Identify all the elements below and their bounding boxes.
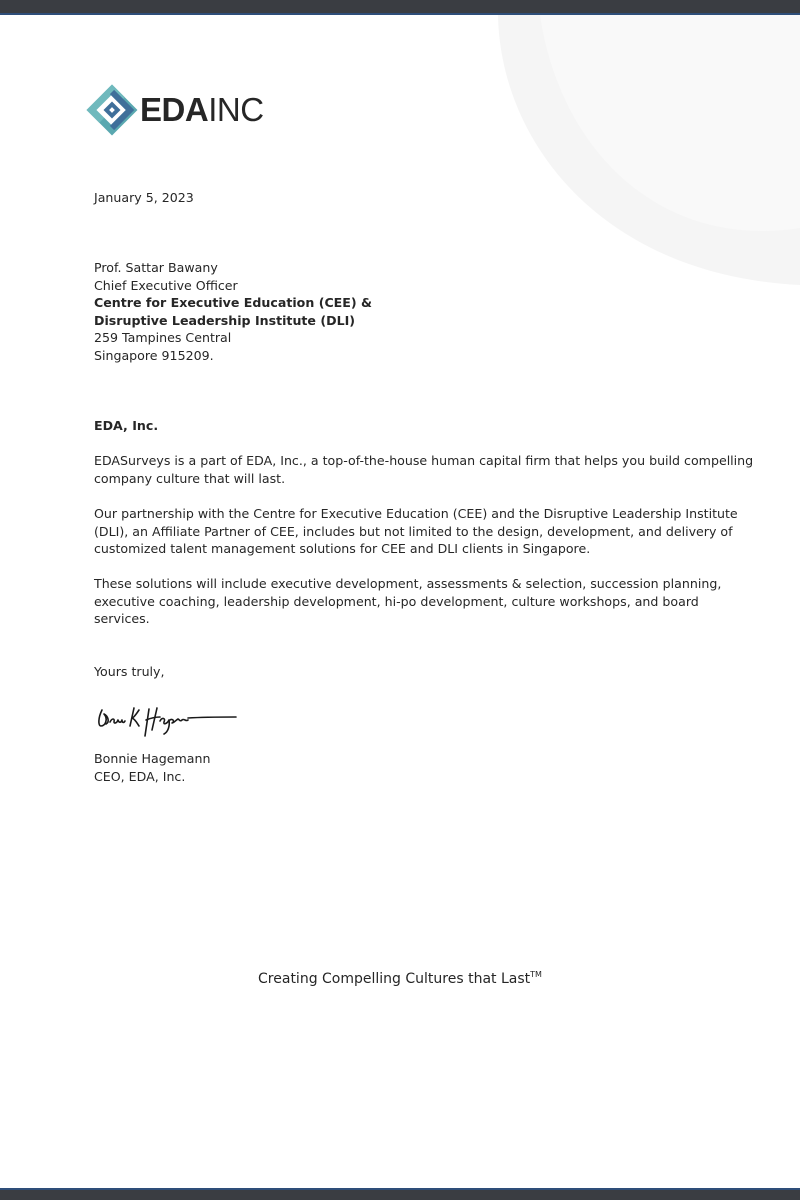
paragraph-3-line-1: These solutions will include executive development, assessments & selection, succession planning, xyxy=(94,576,722,591)
footer-tagline-text: Creating Compelling Cultures that Last xyxy=(258,971,531,987)
signature-image xyxy=(94,700,244,746)
recipient-org-line2: Disruptive Leadership Institute (DLI) xyxy=(94,312,356,328)
letter-date: January 5, 2023 xyxy=(94,190,194,205)
recipient-name: Prof. Sattar Bawany xyxy=(94,260,218,275)
recipient-org-line1: Centre for Executive Education (CEE) & xyxy=(94,295,373,310)
footer-tagline xyxy=(0,970,800,987)
paragraph-2-line-3: customized talent management solutions for CEE and DLI clients in Singapore. xyxy=(94,541,591,556)
letter-closing: Yours truly, xyxy=(94,664,165,679)
paragraph-2-line-2: (DLI), an Affiliate Partner of CEE, includes but not limited to the design, development, and delivery of xyxy=(94,523,733,539)
signer-name: Bonnie Hagemann xyxy=(94,751,211,766)
trademark-symbol: TM xyxy=(530,970,542,979)
eda-logo xyxy=(86,84,276,136)
letter-subject: EDA, Inc. xyxy=(94,418,159,433)
logo-wordmark xyxy=(140,92,264,128)
signer-title: CEO, EDA, Inc. xyxy=(94,768,186,784)
paragraph-1-line-1: EDASurveys is a part of EDA, Inc., a top-of-the-house human capital firm that helps you build compelling xyxy=(94,453,754,468)
eda-logo-icon xyxy=(86,84,138,136)
recipient-address2: Singapore 915209. xyxy=(94,347,214,363)
bottom-bar xyxy=(0,1188,800,1200)
paragraph-2-line-1: Our partnership with the Centre for Executive Education (CEE) and the Disruptive Leadership Institute xyxy=(94,506,738,521)
recipient-address1: 259 Tampines Central xyxy=(94,330,232,345)
logo-wordmark-light: INC xyxy=(208,91,264,128)
paragraph-3-line-2: executive coaching, leadership development, hi-po development, culture workshops, and board xyxy=(94,593,699,609)
paragraph-1-line-2: company culture that will last. xyxy=(94,470,286,486)
top-bar xyxy=(0,0,800,15)
recipient-title: Chief Executive Officer xyxy=(94,277,238,293)
paragraph-3-line-3: services. xyxy=(94,611,150,626)
logo-wordmark-bold: EDA xyxy=(140,91,209,128)
